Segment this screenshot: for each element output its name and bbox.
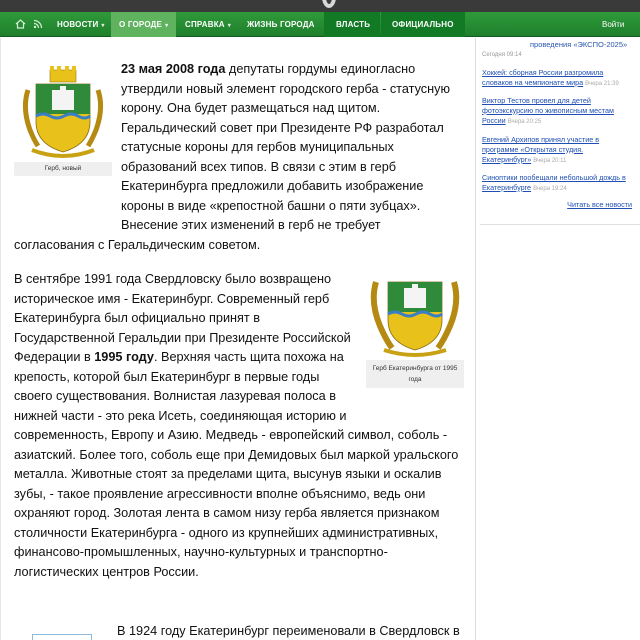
article-paragraph-2 bbox=[14, 270, 470, 582]
main-navigation bbox=[0, 12, 640, 37]
home-icon[interactable] bbox=[12, 16, 28, 32]
site-logo-fragment bbox=[322, 0, 336, 8]
rss-icon[interactable] bbox=[30, 16, 46, 32]
nav-item-city-life[interactable] bbox=[247, 12, 315, 37]
paragraph-date-bold: 23 мая 2008 года bbox=[121, 62, 226, 76]
sidebar-divider bbox=[480, 224, 640, 640]
sidebar-news bbox=[480, 38, 640, 640]
nav-item-label: СПРАВКА bbox=[185, 20, 225, 29]
news-item bbox=[482, 135, 632, 166]
news-link[interactable]: Синоптики пообещали небольшой дождь в Екатеринбурге bbox=[482, 173, 626, 192]
news-item bbox=[482, 173, 632, 195]
chevron-down-icon: ▾ bbox=[227, 23, 231, 29]
nav-item-news[interactable] bbox=[57, 12, 105, 37]
news-time: Вчера 19:24 bbox=[533, 185, 567, 192]
float-spacer bbox=[360, 270, 470, 420]
float-spacer bbox=[14, 60, 121, 218]
news-item bbox=[482, 68, 632, 90]
figure-caption: Герб, новый bbox=[14, 162, 112, 176]
article-paragraph-1 bbox=[14, 60, 462, 255]
article-paragraph-3: В 1924 году Екатеринбург переименовали в Свердловск в bbox=[117, 624, 460, 638]
nav-item-label: НОВОСТИ bbox=[57, 20, 99, 29]
nav-item-label: ОФИЦИАЛЬНО bbox=[392, 20, 454, 29]
nav-item-about-city[interactable] bbox=[111, 12, 176, 37]
news-time: Вчера 21:39 bbox=[585, 80, 619, 87]
news-item bbox=[482, 96, 632, 127]
news-time: Вчера 20:11 bbox=[533, 157, 567, 164]
read-all-news-link[interactable]: Читать все новости bbox=[567, 200, 632, 209]
news-link[interactable]: Хоккей: сборная России разгромила словаков на чемпионате мира bbox=[482, 68, 604, 87]
news-link[interactable]: Виктор Тестов провел для детей фотоэкскурсию по живописным местам России bbox=[482, 96, 614, 125]
paragraph-text: В сентябре 1991 года Свердловску было возвращено историческое имя - Екатеринбург. Современный герб Екатеринбурга был официально принят в Государственной Геральдии при Президенте Российской Федерации в bbox=[14, 272, 351, 364]
nav-item-authority[interactable] bbox=[336, 12, 370, 37]
browser-top-strip bbox=[0, 0, 640, 12]
news-date-header: Сегодня 09:14 bbox=[482, 52, 522, 58]
nav-item-label: ВЛАСТЬ bbox=[336, 20, 371, 29]
login-link[interactable]: Войти bbox=[602, 20, 625, 29]
news-time: Вчера 20:25 bbox=[507, 118, 542, 125]
nav-item-reference[interactable] bbox=[185, 12, 231, 37]
nav-item-label: О ГОРОДЕ bbox=[119, 20, 163, 29]
news-link[interactable]: Евгений Архипов принял участие в программе «Открытая студия. Екатеринбург» bbox=[482, 135, 600, 164]
paragraph-text: депутаты гордумы единогласно утвердили новый элемент городского герба - статусную корону. Она будет размещаться над щитом. Геральдический совет при Президенте РФ разработал статусные короны для гербов муниципальных образований всех типов. В связи с этим в герб Екатеринбурга предложили добавить изображение короны в виде «крепостной башни о пяти зубцах». Внесение этих изменений в герб не требует согласования с Геральдическим советом. bbox=[14, 62, 450, 252]
chevron-down-icon: ▾ bbox=[165, 23, 169, 29]
figure-caption: Герб Екатеринбурга от 1995 года bbox=[366, 360, 464, 388]
article-content bbox=[0, 38, 476, 640]
next-figure-fragment bbox=[32, 634, 92, 640]
paragraph-text: . Верхняя часть щита похожа на крепость, которой был Екатеринбург в первые годы своего существования. Волнистая лазуревая полоса в нижней части - это река Исеть, соединяющая историю и современность, Европу и Азию. Медведь - европейский символ, соболь - азиатский. Более того, соболь еще при Демидовых был маркой уральского металла. Животные стоят за пределами щита, высунув языки и оскалив зубы, - такое проявление агрессивности вполне объяснимо, ведь они охраняют город. Золотая лента в самом низу герба является признаком столичности Екатеринбурга - одного из крупнейших административных, финансово-промышленных, научно-культурных и транспортно-логистических центров России. bbox=[14, 350, 459, 579]
paragraph-year-bold: 1995 году bbox=[94, 350, 154, 364]
chevron-down-icon: ▾ bbox=[101, 23, 105, 29]
sidebar-top-link[interactable]: проведения «ЭКСПО-2025» bbox=[530, 40, 628, 49]
nav-item-official[interactable] bbox=[392, 12, 454, 37]
nav-item-label: ЖИЗНЬ ГОРОДА bbox=[247, 20, 315, 29]
